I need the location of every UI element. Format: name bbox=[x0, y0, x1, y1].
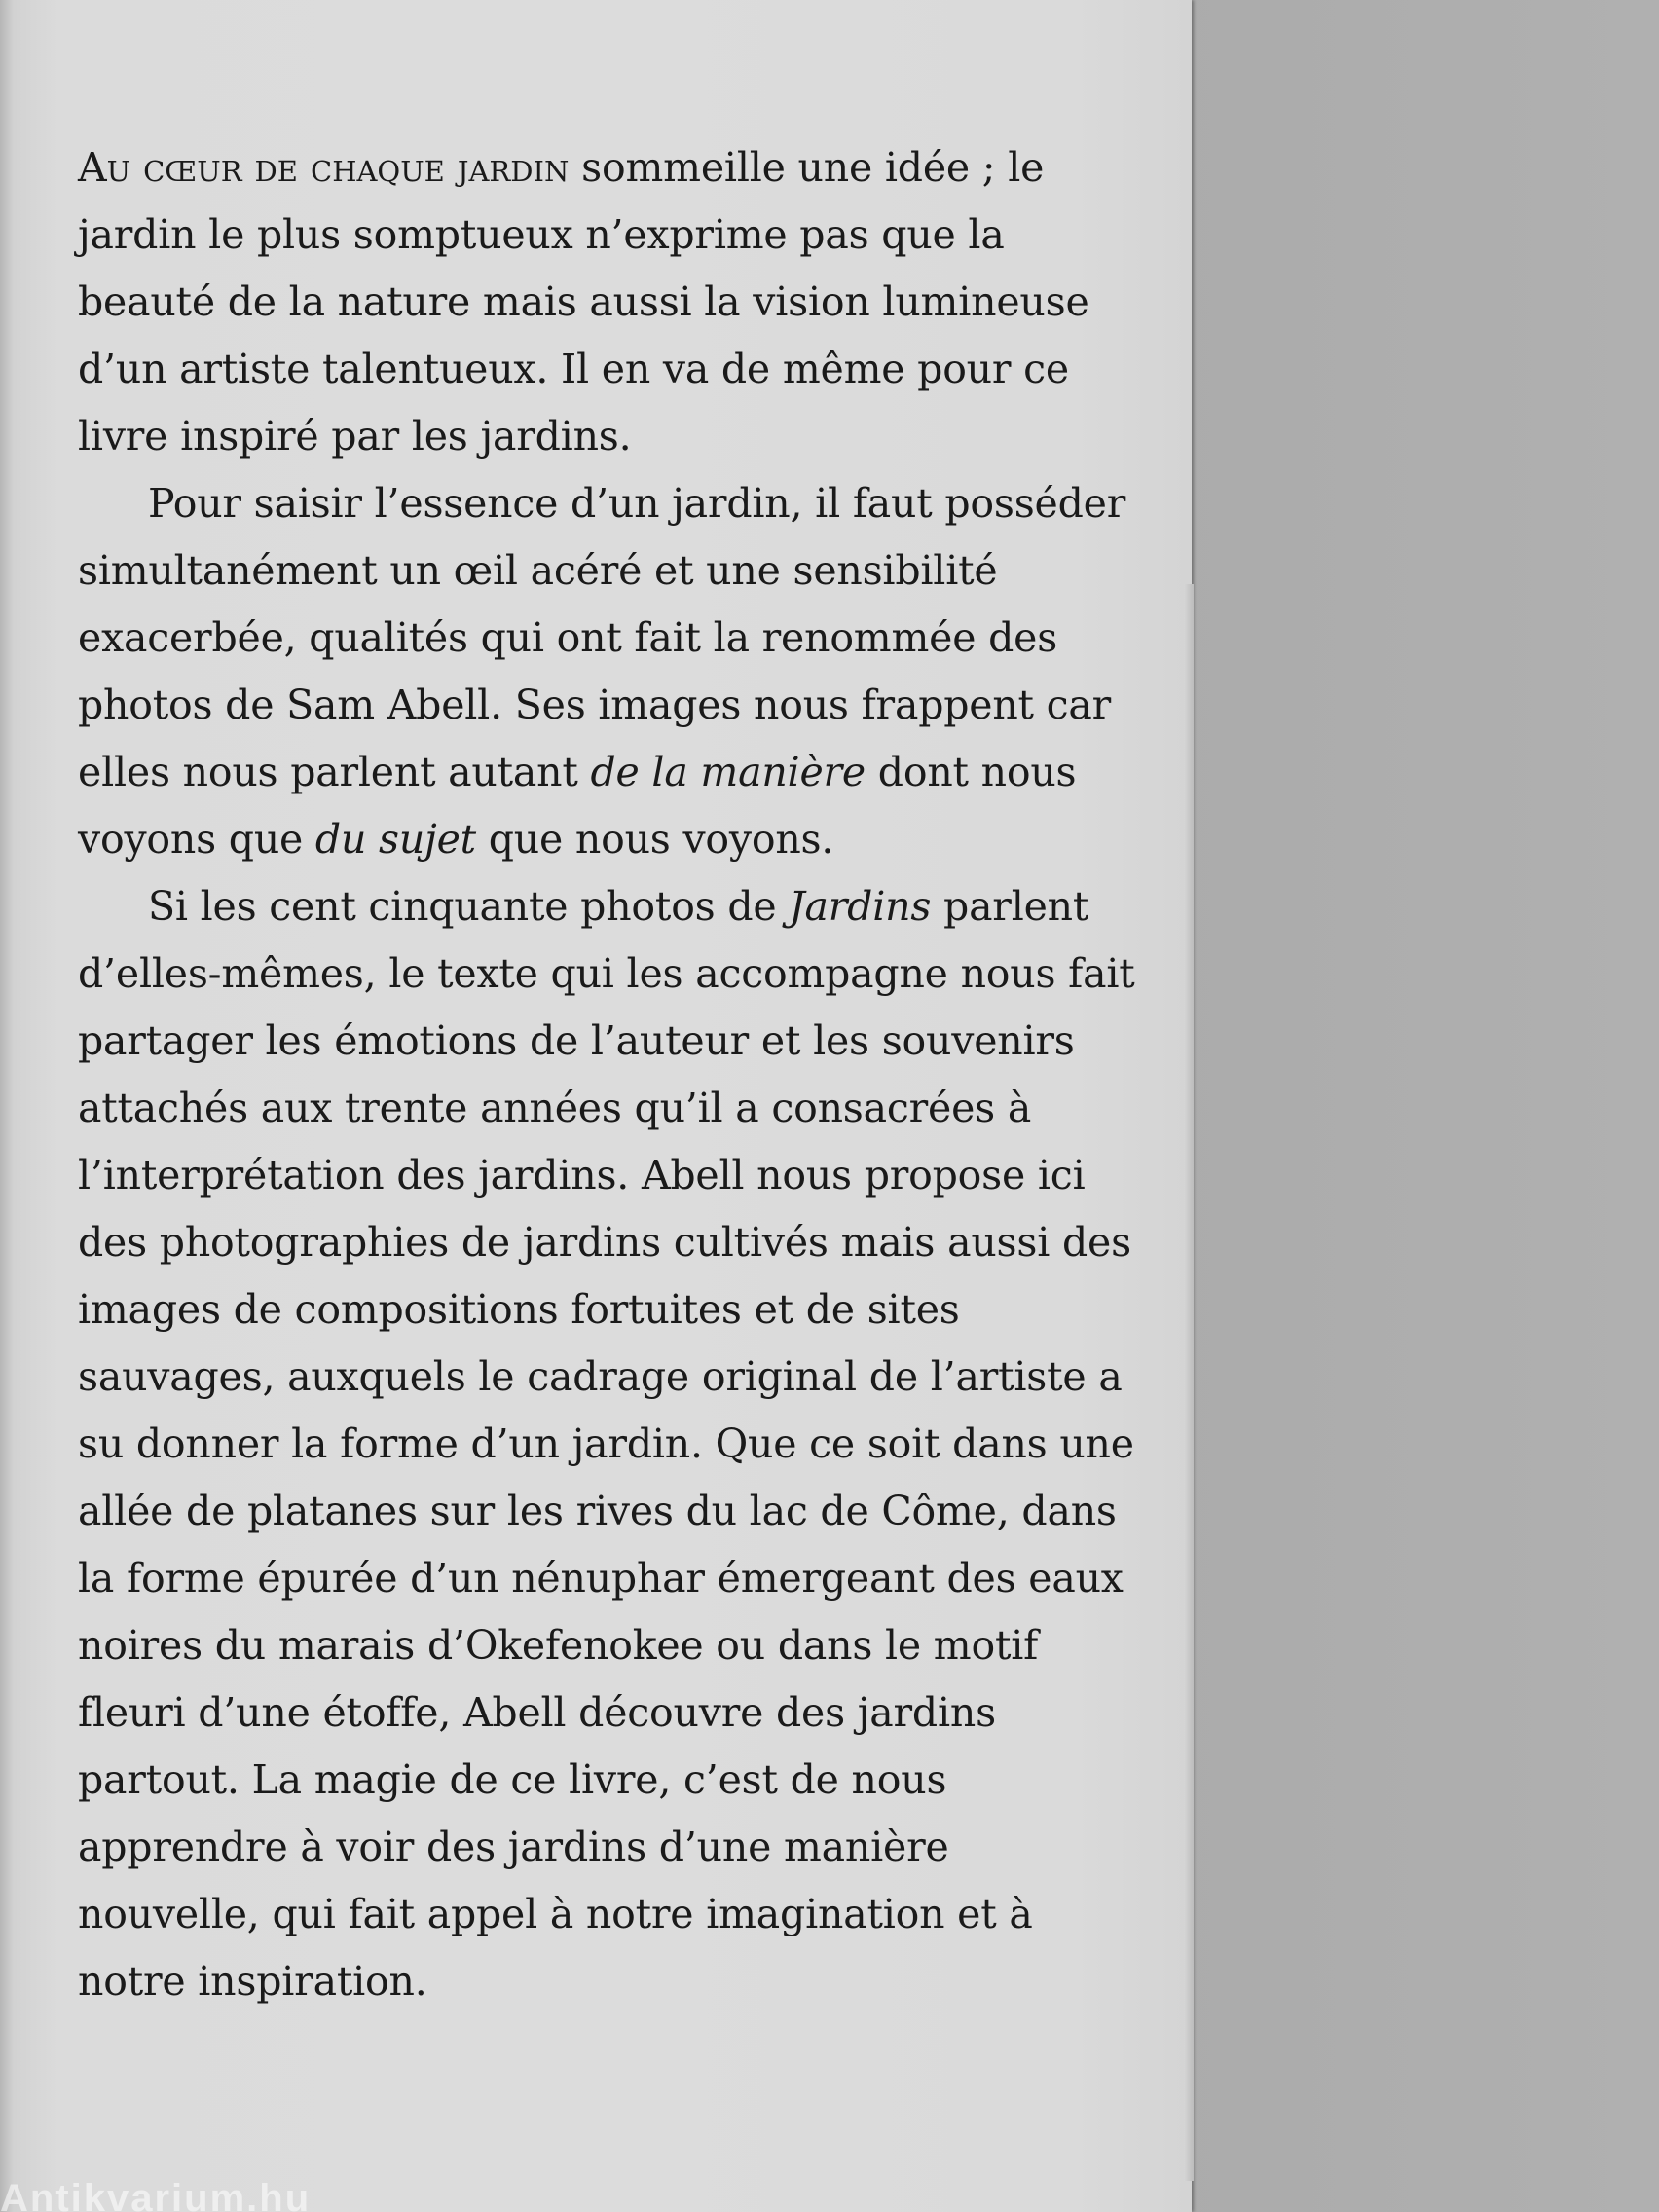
paragraph-3-text-b: parlent d’elles-mêmes, le texte qui les accompagne nous fait partager les émotions de l’auteur et les souvenirs attachés aux trente années qu’il a consacrées à l’interprétation des jardins. Abell nous propose ici des photographies de jardins cultivés mais aussi des images de compositions fortuites et de sites sauvages, auxquels le cadrage original de l’artiste a su donner la forme d’un jardin. Que ce soit dans une allée de platanes sur les rives du lac de Côme, dans la forme épurée d’un nénuphar émergeant des eaux noires du marais d’Okefenokee ou dans le motif fleuri d’une étoffe, Abell découvre des jardins partout. La magie de ce livre, c’est de nous apprendre à voir des jardins d’une manière nouvelle, qui fait appel à notre imagination et à notre inspiration. bbox=[78, 883, 1135, 2005]
watermark: Antikvarium.hu bbox=[0, 2177, 312, 2212]
paragraph-2 bbox=[78, 470, 1139, 873]
paragraph-2-text-a: Pour saisir l’essence d’un jardin, il faut posséder simultanément un œil acéré et une sensibilité exacerbée, qualités qui ont fait la renommée des photos de Sam Abell. Ses images nous frappent car elles nous parlent autant bbox=[78, 480, 1126, 795]
paragraph-3-text-a: Si les cent cinquante photos de bbox=[148, 883, 790, 930]
italic-jardins-title: Jardins bbox=[789, 883, 932, 930]
italic-du-sujet: du sujet bbox=[314, 816, 476, 863]
lead-in-smallcaps: Au cœur de chaque jardin bbox=[78, 144, 570, 191]
paragraph-2-text-c: que nous voyons. bbox=[475, 816, 834, 863]
paragraph-1 bbox=[78, 134, 1139, 470]
italic-de-la-maniere: de la manière bbox=[590, 749, 866, 795]
paragraph-3 bbox=[78, 873, 1139, 2015]
body-text bbox=[78, 134, 1139, 2015]
page-edge bbox=[1184, 584, 1194, 2181]
paragraph-2-text-b: dont nous voyons que bbox=[78, 749, 1077, 863]
paragraph-1-text: sommeille une idée ; le jardin le plus somptueux n’exprime pas que la beauté de la nature mais aussi la vision lumineuse d’un artiste talentueux. Il en va de même pour ce livre inspiré par les jardins. bbox=[78, 144, 1089, 460]
